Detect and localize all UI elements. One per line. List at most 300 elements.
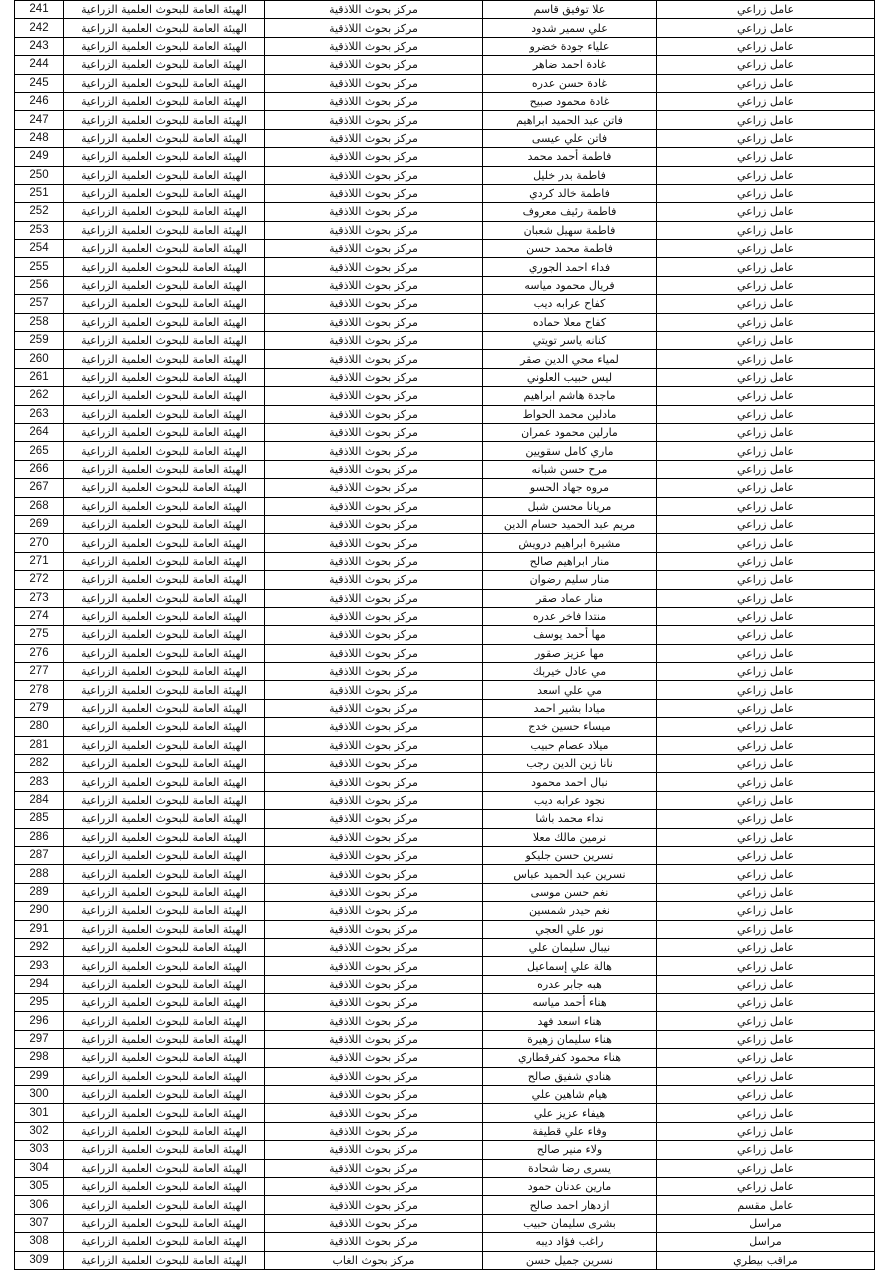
table-row (15, 1214, 875, 1232)
row-organization: الهيئة العامة للبحوث العلمية الزراعية (64, 19, 265, 37)
row-employee-name: مارلين محمود عمران (483, 423, 657, 441)
row-job-title: عامل زراعي (657, 368, 875, 386)
table-row (15, 276, 875, 294)
row-number: 304 (15, 1159, 64, 1177)
employee-table-sheet (14, 0, 875, 1270)
row-number: 264 (15, 423, 64, 441)
row-organization: الهيئة العامة للبحوث العلمية الزراعية (64, 56, 265, 74)
table-row (15, 56, 875, 74)
table-row (15, 571, 875, 589)
row-center: مركز بحوث اللاذقية (265, 258, 483, 276)
table-row (15, 350, 875, 368)
row-organization: الهيئة العامة للبحوث العلمية الزراعية (64, 865, 265, 883)
row-organization: الهيئة العامة للبحوث العلمية الزراعية (64, 773, 265, 791)
employee-table (14, 0, 875, 1270)
row-job-title: عامل زراعي (657, 626, 875, 644)
row-number: 292 (15, 938, 64, 956)
row-center: مركز بحوث اللاذقية (265, 865, 483, 883)
row-employee-name: فاطمة خالد كردي (483, 184, 657, 202)
row-employee-name: هيفاء عزيز علي (483, 1104, 657, 1122)
row-organization: الهيئة العامة للبحوث العلمية الزراعية (64, 111, 265, 129)
row-organization: الهيئة العامة للبحوث العلمية الزراعية (64, 920, 265, 938)
row-employee-name: مروه جهاد الحسو (483, 479, 657, 497)
row-organization: الهيئة العامة للبحوث العلمية الزراعية (64, 1086, 265, 1104)
row-organization: الهيئة العامة للبحوث العلمية الزراعية (64, 1104, 265, 1122)
row-organization: الهيئة العامة للبحوث العلمية الزراعية (64, 1122, 265, 1140)
row-center: مركز بحوث اللاذقية (265, 166, 483, 184)
row-employee-name: نرمين مالك معلا (483, 828, 657, 846)
row-center: مركز بحوث اللاذقية (265, 19, 483, 37)
row-number: 282 (15, 755, 64, 773)
row-employee-name: نغم حيدر شمسين (483, 902, 657, 920)
row-number: 250 (15, 166, 64, 184)
row-job-title: عامل زراعي (657, 276, 875, 294)
row-center: مركز بحوث اللاذقية (265, 442, 483, 460)
row-organization: الهيئة العامة للبحوث العلمية الزراعية (64, 240, 265, 258)
row-job-title: عامل زراعي (657, 975, 875, 993)
table-row (15, 846, 875, 864)
row-center: مركز بحوث اللاذقية (265, 644, 483, 662)
row-employee-name: ميساء حسين خدج (483, 718, 657, 736)
row-organization: الهيئة العامة للبحوث العلمية الزراعية (64, 1012, 265, 1030)
row-number: 259 (15, 332, 64, 350)
row-job-title: عامل زراعي (657, 663, 875, 681)
table-row (15, 387, 875, 405)
table-row (15, 1251, 875, 1269)
row-job-title: عامل زراعي (657, 74, 875, 92)
row-organization: الهيئة العامة للبحوث العلمية الزراعية (64, 552, 265, 570)
row-center: مركز بحوث اللاذقية (265, 368, 483, 386)
row-job-title: عامل زراعي (657, 920, 875, 938)
row-employee-name: لمياء محي الدين صقر (483, 350, 657, 368)
row-employee-name: نيبال سليمان علي (483, 938, 657, 956)
row-center: مركز بحوث اللاذقية (265, 534, 483, 552)
row-organization: الهيئة العامة للبحوث العلمية الزراعية (64, 1067, 265, 1085)
row-center: مركز بحوث اللاذقية (265, 663, 483, 681)
row-number: 278 (15, 681, 64, 699)
row-number: 245 (15, 74, 64, 92)
row-number: 283 (15, 773, 64, 791)
row-number: 255 (15, 258, 64, 276)
row-job-title: عامل زراعي (657, 644, 875, 662)
row-organization: الهيئة العامة للبحوث العلمية الزراعية (64, 828, 265, 846)
row-employee-name: ولاء منير صالح (483, 1141, 657, 1159)
row-organization: الهيئة العامة للبحوث العلمية الزراعية (64, 1178, 265, 1196)
row-organization: الهيئة العامة للبحوث العلمية الزراعية (64, 589, 265, 607)
row-center: مركز بحوث اللاذقية (265, 276, 483, 294)
row-employee-name: فاطمة رئيف معروف (483, 203, 657, 221)
row-job-title: عامل زراعي (657, 1067, 875, 1085)
table-row (15, 699, 875, 717)
row-number: 285 (15, 810, 64, 828)
row-center: مركز بحوث اللاذقية (265, 1233, 483, 1251)
row-number: 253 (15, 221, 64, 239)
row-job-title: عامل زراعي (657, 56, 875, 74)
row-job-title: عامل زراعي (657, 92, 875, 110)
table-row (15, 1086, 875, 1104)
row-job-title: عامل زراعي (657, 718, 875, 736)
row-job-title: عامل زراعي (657, 515, 875, 533)
row-center: مركز بحوث اللاذقية (265, 332, 483, 350)
row-employee-name: هنادي شفيق صالح (483, 1067, 657, 1085)
row-center: مركز بحوث اللاذقية (265, 920, 483, 938)
row-job-title: عامل زراعي (657, 442, 875, 460)
table-row (15, 681, 875, 699)
row-number: 306 (15, 1196, 64, 1214)
row-job-title: عامل زراعي (657, 755, 875, 773)
row-employee-name: ميلاد عصام حبيب (483, 736, 657, 754)
row-employee-name: مي علي اسعد (483, 681, 657, 699)
row-center: مركز بحوث اللاذقية (265, 405, 483, 423)
row-employee-name: نور علي العجي (483, 920, 657, 938)
row-center: مركز بحوث اللاذقية (265, 129, 483, 147)
row-job-title: عامل زراعي (657, 1, 875, 19)
row-number: 291 (15, 920, 64, 938)
row-number: 243 (15, 37, 64, 55)
table-row (15, 240, 875, 258)
row-job-title: عامل زراعي (657, 479, 875, 497)
table-row (15, 773, 875, 791)
row-number: 309 (15, 1251, 64, 1269)
table-row (15, 1049, 875, 1067)
row-number: 274 (15, 607, 64, 625)
table-row (15, 1178, 875, 1196)
row-job-title: عامل زراعي (657, 1086, 875, 1104)
row-job-title: عامل زراعي (657, 957, 875, 975)
row-center: مركز بحوث اللاذقية (265, 479, 483, 497)
row-organization: الهيئة العامة للبحوث العلمية الزراعية (64, 405, 265, 423)
row-job-title: عامل زراعي (657, 166, 875, 184)
row-employee-name: مي عادل خيربك (483, 663, 657, 681)
row-center: مركز بحوث اللاذقية (265, 607, 483, 625)
row-number: 286 (15, 828, 64, 846)
table-row (15, 148, 875, 166)
table-row (15, 791, 875, 809)
row-employee-name: مها أحمد يوسف (483, 626, 657, 644)
row-center: مركز بحوث اللاذقية (265, 1086, 483, 1104)
row-center: مركز بحوث اللاذقية (265, 589, 483, 607)
row-center: مركز بحوث اللاذقية (265, 1, 483, 19)
row-job-title: عامل زراعي (657, 736, 875, 754)
row-center: مركز بحوث اللاذقية (265, 626, 483, 644)
row-job-title: عامل زراعي (657, 534, 875, 552)
table-row (15, 865, 875, 883)
table-row (15, 736, 875, 754)
row-number: 268 (15, 497, 64, 515)
row-number: 301 (15, 1104, 64, 1122)
row-number: 249 (15, 148, 64, 166)
row-employee-name: منتدا فاخر عدره (483, 607, 657, 625)
row-organization: الهيئة العامة للبحوث العلمية الزراعية (64, 1049, 265, 1067)
row-number: 297 (15, 1030, 64, 1048)
table-row (15, 755, 875, 773)
row-number: 266 (15, 460, 64, 478)
row-number: 241 (15, 1, 64, 19)
row-number: 294 (15, 975, 64, 993)
row-number: 303 (15, 1141, 64, 1159)
row-organization: الهيئة العامة للبحوث العلمية الزراعية (64, 957, 265, 975)
row-center: مركز بحوث اللاذقية (265, 515, 483, 533)
row-organization: الهيئة العامة للبحوث العلمية الزراعية (64, 755, 265, 773)
row-number: 302 (15, 1122, 64, 1140)
table-row (15, 1122, 875, 1140)
row-organization: الهيئة العامة للبحوث العلمية الزراعية (64, 1, 265, 19)
row-job-title: عامل زراعي (657, 460, 875, 478)
row-job-title: عامل زراعي (657, 791, 875, 809)
row-number: 281 (15, 736, 64, 754)
row-center: مركز بحوث اللاذقية (265, 975, 483, 993)
row-organization: الهيئة العامة للبحوث العلمية الزراعية (64, 460, 265, 478)
table-row (15, 957, 875, 975)
row-job-title: عامل زراعي (657, 828, 875, 846)
table-row (15, 810, 875, 828)
row-job-title: عامل زراعي (657, 1141, 875, 1159)
row-employee-name: فاتن عبد الحميد ابراهيم (483, 111, 657, 129)
row-organization: الهيئة العامة للبحوث العلمية الزراعية (64, 644, 265, 662)
row-employee-name: فاطمة سهيل شعبان (483, 221, 657, 239)
row-organization: الهيئة العامة للبحوث العلمية الزراعية (64, 148, 265, 166)
row-organization: الهيئة العامة للبحوث العلمية الزراعية (64, 332, 265, 350)
table-row (15, 111, 875, 129)
row-employee-name: فاطمة بدر خليل (483, 166, 657, 184)
row-job-title: عامل زراعي (657, 405, 875, 423)
row-center: مركز بحوث اللاذقية (265, 1067, 483, 1085)
row-job-title: عامل زراعي (657, 37, 875, 55)
table-row (15, 938, 875, 956)
row-organization: الهيئة العامة للبحوث العلمية الزراعية (64, 975, 265, 993)
row-organization: الهيئة العامة للبحوث العلمية الزراعية (64, 166, 265, 184)
row-employee-name: ماري كامل سقويين (483, 442, 657, 460)
row-number: 305 (15, 1178, 64, 1196)
row-center: مركز بحوث اللاذقية (265, 681, 483, 699)
row-organization: الهيئة العامة للبحوث العلمية الزراعية (64, 497, 265, 515)
row-center: مركز بحوث اللاذقية (265, 791, 483, 809)
table-row (15, 92, 875, 110)
row-number: 256 (15, 276, 64, 294)
table-row (15, 497, 875, 515)
row-organization: الهيئة العامة للبحوث العلمية الزراعية (64, 736, 265, 754)
row-number: 298 (15, 1049, 64, 1067)
row-job-title: عامل زراعي (657, 1159, 875, 1177)
row-employee-name: علي سمير شدود (483, 19, 657, 37)
row-center: مركز بحوث اللاذقية (265, 203, 483, 221)
row-number: 251 (15, 184, 64, 202)
row-organization: الهيئة العامة للبحوث العلمية الزراعية (64, 699, 265, 717)
row-employee-name: منار سليم رضوان (483, 571, 657, 589)
row-organization: الهيئة العامة للبحوث العلمية الزراعية (64, 37, 265, 55)
row-number: 299 (15, 1067, 64, 1085)
row-employee-name: فاتن علي عيسى (483, 129, 657, 147)
row-number: 295 (15, 994, 64, 1012)
row-job-title: عامل زراعي (657, 938, 875, 956)
row-organization: الهيئة العامة للبحوث العلمية الزراعية (64, 994, 265, 1012)
row-number: 290 (15, 902, 64, 920)
row-center: مركز بحوث اللاذقية (265, 552, 483, 570)
row-center: مركز بحوث اللاذقية (265, 1122, 483, 1140)
table-row (15, 552, 875, 570)
row-number: 269 (15, 515, 64, 533)
table-row (15, 313, 875, 331)
table-row (15, 1159, 875, 1177)
row-job-title: عامل زراعي (657, 571, 875, 589)
row-employee-name: غادة احمد ضاهر (483, 56, 657, 74)
row-organization: الهيئة العامة للبحوث العلمية الزراعية (64, 791, 265, 809)
row-job-title: عامل زراعي (657, 423, 875, 441)
row-organization: الهيئة العامة للبحوث العلمية الزراعية (64, 626, 265, 644)
row-number: 260 (15, 350, 64, 368)
row-organization: الهيئة العامة للبحوث العلمية الزراعية (64, 810, 265, 828)
row-job-title: عامل زراعي (657, 258, 875, 276)
table-row (15, 423, 875, 441)
row-number: 280 (15, 718, 64, 736)
row-employee-name: مرح حسن شبانه (483, 460, 657, 478)
row-number: 265 (15, 442, 64, 460)
row-employee-name: ميادا بشير احمد (483, 699, 657, 717)
row-job-title: عامل زراعي (657, 313, 875, 331)
table-row (15, 515, 875, 533)
table-row (15, 920, 875, 938)
row-center: مركز بحوث اللاذقية (265, 902, 483, 920)
row-employee-name: نسرين جميل حسن (483, 1251, 657, 1269)
row-employee-name: مارين عدنان حمود (483, 1178, 657, 1196)
table-row (15, 442, 875, 460)
row-organization: الهيئة العامة للبحوث العلمية الزراعية (64, 1030, 265, 1048)
row-job-title: عامل زراعي (657, 111, 875, 129)
row-number: 246 (15, 92, 64, 110)
row-employee-name: نسرين حسن جليكو (483, 846, 657, 864)
row-job-title: عامل زراعي (657, 148, 875, 166)
row-organization: الهيئة العامة للبحوث العلمية الزراعية (64, 681, 265, 699)
row-center: مركز بحوث اللاذقية (265, 350, 483, 368)
row-number: 257 (15, 295, 64, 313)
row-organization: الهيئة العامة للبحوث العلمية الزراعية (64, 221, 265, 239)
row-number: 254 (15, 240, 64, 258)
table-row (15, 221, 875, 239)
row-employee-name: نجود عرابه ديب (483, 791, 657, 809)
row-number: 261 (15, 368, 64, 386)
row-job-title: عامل زراعي (657, 184, 875, 202)
row-organization: الهيئة العامة للبحوث العلمية الزراعية (64, 313, 265, 331)
row-job-title: مراسل (657, 1214, 875, 1232)
row-employee-name: منار ابراهيم صالح (483, 552, 657, 570)
table-row (15, 405, 875, 423)
row-organization: الهيئة العامة للبحوث العلمية الزراعية (64, 1159, 265, 1177)
row-employee-name: نداء محمد باشا (483, 810, 657, 828)
row-center: مركز بحوث اللاذقية (265, 994, 483, 1012)
row-number: 276 (15, 644, 64, 662)
row-center: مركز بحوث اللاذقية (265, 423, 483, 441)
row-employee-name: بشرى سليمان حبيب (483, 1214, 657, 1232)
row-center: مركز بحوث اللاذقية (265, 1104, 483, 1122)
table-row (15, 1030, 875, 1048)
row-job-title: عامل زراعي (657, 295, 875, 313)
table-row (15, 258, 875, 276)
row-number: 279 (15, 699, 64, 717)
row-center: مركز بحوث اللاذقية (265, 460, 483, 478)
row-employee-name: وفاء علي قطيفة (483, 1122, 657, 1140)
row-job-title: عامل زراعي (657, 1122, 875, 1140)
row-job-title: عامل زراعي (657, 1030, 875, 1048)
row-center: مركز بحوث اللاذقية (265, 571, 483, 589)
row-employee-name: منار عماد صقر (483, 589, 657, 607)
table-body (15, 1, 875, 1270)
row-job-title: مراقب بيطري (657, 1251, 875, 1269)
row-job-title: عامل زراعي (657, 203, 875, 221)
row-job-title: عامل زراعي (657, 129, 875, 147)
row-employee-name: فاطمة أحمد محمد (483, 148, 657, 166)
row-number: 300 (15, 1086, 64, 1104)
row-organization: الهيئة العامة للبحوث العلمية الزراعية (64, 534, 265, 552)
row-number: 293 (15, 957, 64, 975)
row-employee-name: كفاح عرابه ديب (483, 295, 657, 313)
row-center: مركز بحوث اللاذقية (265, 1196, 483, 1214)
row-center: مركز بحوث اللاذقية (265, 37, 483, 55)
row-employee-name: مريانا محسن شبل (483, 497, 657, 515)
row-employee-name: علياء جودة خضرو (483, 37, 657, 55)
row-center: مركز بحوث اللاذقية (265, 1214, 483, 1232)
row-employee-name: مادلين محمد الحواط (483, 405, 657, 423)
row-employee-name: هناء أحمد مياسه (483, 994, 657, 1012)
row-employee-name: فريال محمود مياسه (483, 276, 657, 294)
row-number: 296 (15, 1012, 64, 1030)
row-organization: الهيئة العامة للبحوث العلمية الزراعية (64, 1141, 265, 1159)
table-row (15, 828, 875, 846)
table-row (15, 902, 875, 920)
table-row (15, 19, 875, 37)
row-employee-name: مشيرة ابراهيم درويش (483, 534, 657, 552)
row-organization: الهيئة العامة للبحوث العلمية الزراعية (64, 368, 265, 386)
table-row (15, 534, 875, 552)
row-number: 244 (15, 56, 64, 74)
row-organization: الهيئة العامة للبحوث العلمية الزراعية (64, 1233, 265, 1251)
row-employee-name: هناء سليمان زهيرة (483, 1030, 657, 1048)
row-number: 271 (15, 552, 64, 570)
row-job-title: عامل زراعي (657, 552, 875, 570)
table-row (15, 295, 875, 313)
row-employee-name: نسرين عبد الحميد عباس (483, 865, 657, 883)
row-job-title: عامل زراعي (657, 902, 875, 920)
row-center: مركز بحوث اللاذقية (265, 92, 483, 110)
row-job-title: عامل زراعي (657, 350, 875, 368)
table-row (15, 883, 875, 901)
row-employee-name: هناء اسعد فهد (483, 1012, 657, 1030)
row-center: مركز بحوث اللاذقية (265, 497, 483, 515)
row-center: مركز بحوث الغاب (265, 1251, 483, 1269)
row-number: 275 (15, 626, 64, 644)
row-employee-name: غادة حسن عدره (483, 74, 657, 92)
row-center: مركز بحوث اللاذقية (265, 313, 483, 331)
row-organization: الهيئة العامة للبحوث العلمية الزراعية (64, 203, 265, 221)
row-number: 247 (15, 111, 64, 129)
row-employee-name: مريم عبد الحميد حسام الدين (483, 515, 657, 533)
table-row (15, 1067, 875, 1085)
row-organization: الهيئة العامة للبحوث العلمية الزراعية (64, 938, 265, 956)
row-job-title: عامل زراعي (657, 883, 875, 901)
row-organization: الهيئة العامة للبحوث العلمية الزراعية (64, 295, 265, 313)
row-organization: الهيئة العامة للبحوث العلمية الزراعية (64, 479, 265, 497)
row-job-title: عامل زراعي (657, 681, 875, 699)
table-row (15, 184, 875, 202)
table-row (15, 479, 875, 497)
table-row (15, 975, 875, 993)
row-center: مركز بحوث اللاذقية (265, 148, 483, 166)
table-row (15, 1196, 875, 1214)
row-number: 288 (15, 865, 64, 883)
row-number: 258 (15, 313, 64, 331)
row-organization: الهيئة العامة للبحوث العلمية الزراعية (64, 1214, 265, 1232)
row-employee-name: نانا زين الدين رجب (483, 755, 657, 773)
row-job-title: عامل زراعي (657, 1178, 875, 1196)
